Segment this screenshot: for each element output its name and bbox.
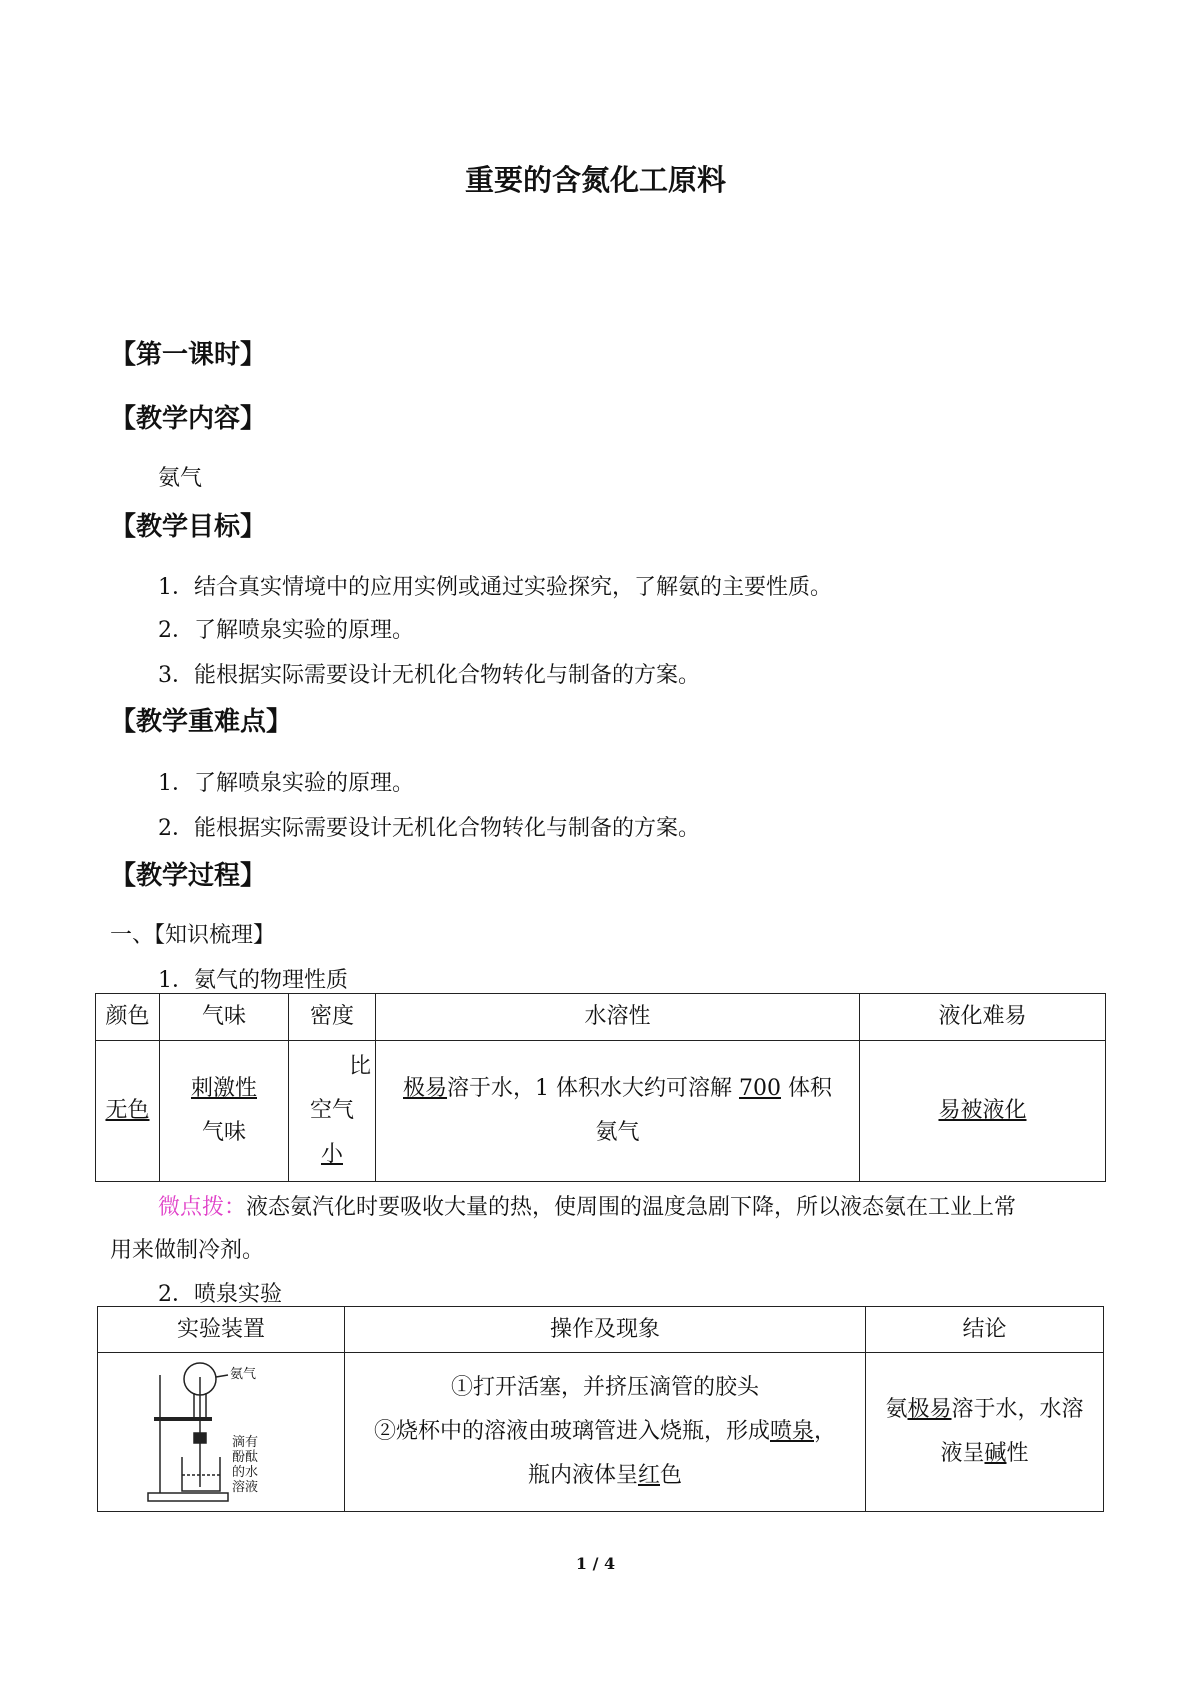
solubility-text: 溶于水，1 体积水大约可溶解 (447, 1076, 739, 1101)
header-cell: 操作及现象 (345, 1307, 866, 1353)
content-text: 氨气 (158, 466, 203, 491)
operation-step: ②烧杯中的溶液由玻璃管进入烧瓶，形成 (373, 1419, 770, 1444)
page-title: 重要的含氮化工原料 (464, 163, 726, 197)
tip-text-cont: 用来做制冷剂。 (110, 1238, 265, 1263)
liquid-label-line: 溶液 (232, 1480, 259, 1495)
apparatus-icon (146, 1357, 296, 1507)
punct: ， (814, 1419, 837, 1444)
solubility-text: 体积 (781, 1076, 832, 1101)
smell-cell (160, 1041, 289, 1182)
sub2-heading: 2．喷泉实验 (158, 1282, 282, 1307)
conclusion-text: 氨 (885, 1397, 908, 1422)
key-item: 1．了解喷泉实验的原理。 (158, 771, 414, 796)
tip-line (158, 1190, 1016, 1221)
gas-label: 氨气 (230, 1367, 257, 1382)
key-item: 2．能根据实际需要设计无机化合物转化与制备的方案。 (158, 816, 700, 841)
liquefy-value: 易被液化 (938, 1098, 1027, 1123)
content-heading: 【教学内容】 (110, 404, 267, 434)
tip-text: 液态氨汽化时要吸收大量的热，使周围的温度急剧下降，所以液态氨在工业上常 (246, 1195, 1017, 1220)
apparatus-cell (98, 1353, 345, 1512)
fountain-experiment-table (97, 1306, 1104, 1512)
header-cell: 液化难易 (860, 994, 1106, 1041)
header-cell: 颜色 (96, 994, 160, 1041)
smell-text: 气味 (201, 1120, 246, 1145)
lesson-heading: 【第一课时】 (110, 340, 267, 370)
conclusion-term: 碱 (984, 1441, 1007, 1466)
smell-value: 刺激性 (190, 1076, 257, 1101)
liquefy-cell (860, 1041, 1106, 1182)
liquid-label-line: 滴有 (232, 1435, 259, 1450)
goal-item: 3．能根据实际需要设计无机化合物转化与制备的方案。 (158, 663, 700, 688)
density-text: 空气 (309, 1098, 354, 1123)
goal-item: 1．结合真实情境中的应用实例或通过实验探究，了解氨的主要性质。 (158, 575, 832, 600)
sub1-heading: 1．氨气的物理性质 (158, 968, 348, 993)
conclusion-text: 性 (1006, 1441, 1029, 1466)
part1-heading: 一、【知识梳理】 (110, 923, 276, 948)
density-cell (289, 1041, 376, 1182)
operation-cell (345, 1353, 866, 1512)
goals-heading: 【教学目标】 (110, 512, 267, 542)
header-cell: 气味 (160, 994, 289, 1041)
goal-item: 2．了解喷泉实验的原理。 (158, 618, 414, 643)
solubility-volume: 700 (739, 1076, 781, 1101)
color-cell (96, 1041, 160, 1182)
fountain-apparatus-diagram (146, 1357, 296, 1507)
liquid-label-line: 的水 (232, 1465, 259, 1480)
header-cell: 密度 (289, 994, 376, 1041)
process-heading: 【教学过程】 (110, 861, 267, 891)
density-value: 小 (320, 1142, 343, 1167)
color-value: 无色 (105, 1098, 150, 1123)
fountain-term: 喷泉 (769, 1419, 814, 1444)
density-text: 比 (348, 1054, 371, 1079)
solubility-text: 氨气 (595, 1120, 640, 1145)
page-number: 1 / 4 (575, 1554, 616, 1573)
operation-text: 瓶内液体呈 (527, 1463, 638, 1488)
solubility-value: 极易 (403, 1076, 448, 1101)
key-heading: 【教学重难点】 (110, 707, 293, 737)
ammonia-properties-table (95, 993, 1106, 1182)
header-cell: 水溶性 (376, 994, 860, 1041)
header-cell: 实验装置 (98, 1307, 345, 1353)
liquid-label-line: 酚酞 (232, 1450, 259, 1465)
conclusion-text: 溶于水，水溶 (951, 1397, 1084, 1422)
conclusion-text: 液呈 (940, 1441, 985, 1466)
solubility-cell (376, 1041, 860, 1182)
header-cell: 结论 (866, 1307, 1104, 1353)
operation-text: 色 (660, 1463, 683, 1488)
operation-step: ①打开活塞，并挤压滴管的胶头 (450, 1375, 759, 1400)
conclusion-cell (866, 1353, 1104, 1512)
tip-label: 微点拨： (158, 1195, 247, 1220)
conclusion-term: 极易 (907, 1397, 952, 1422)
liquid-label (232, 1435, 258, 1495)
color-term: 红 (637, 1463, 660, 1488)
